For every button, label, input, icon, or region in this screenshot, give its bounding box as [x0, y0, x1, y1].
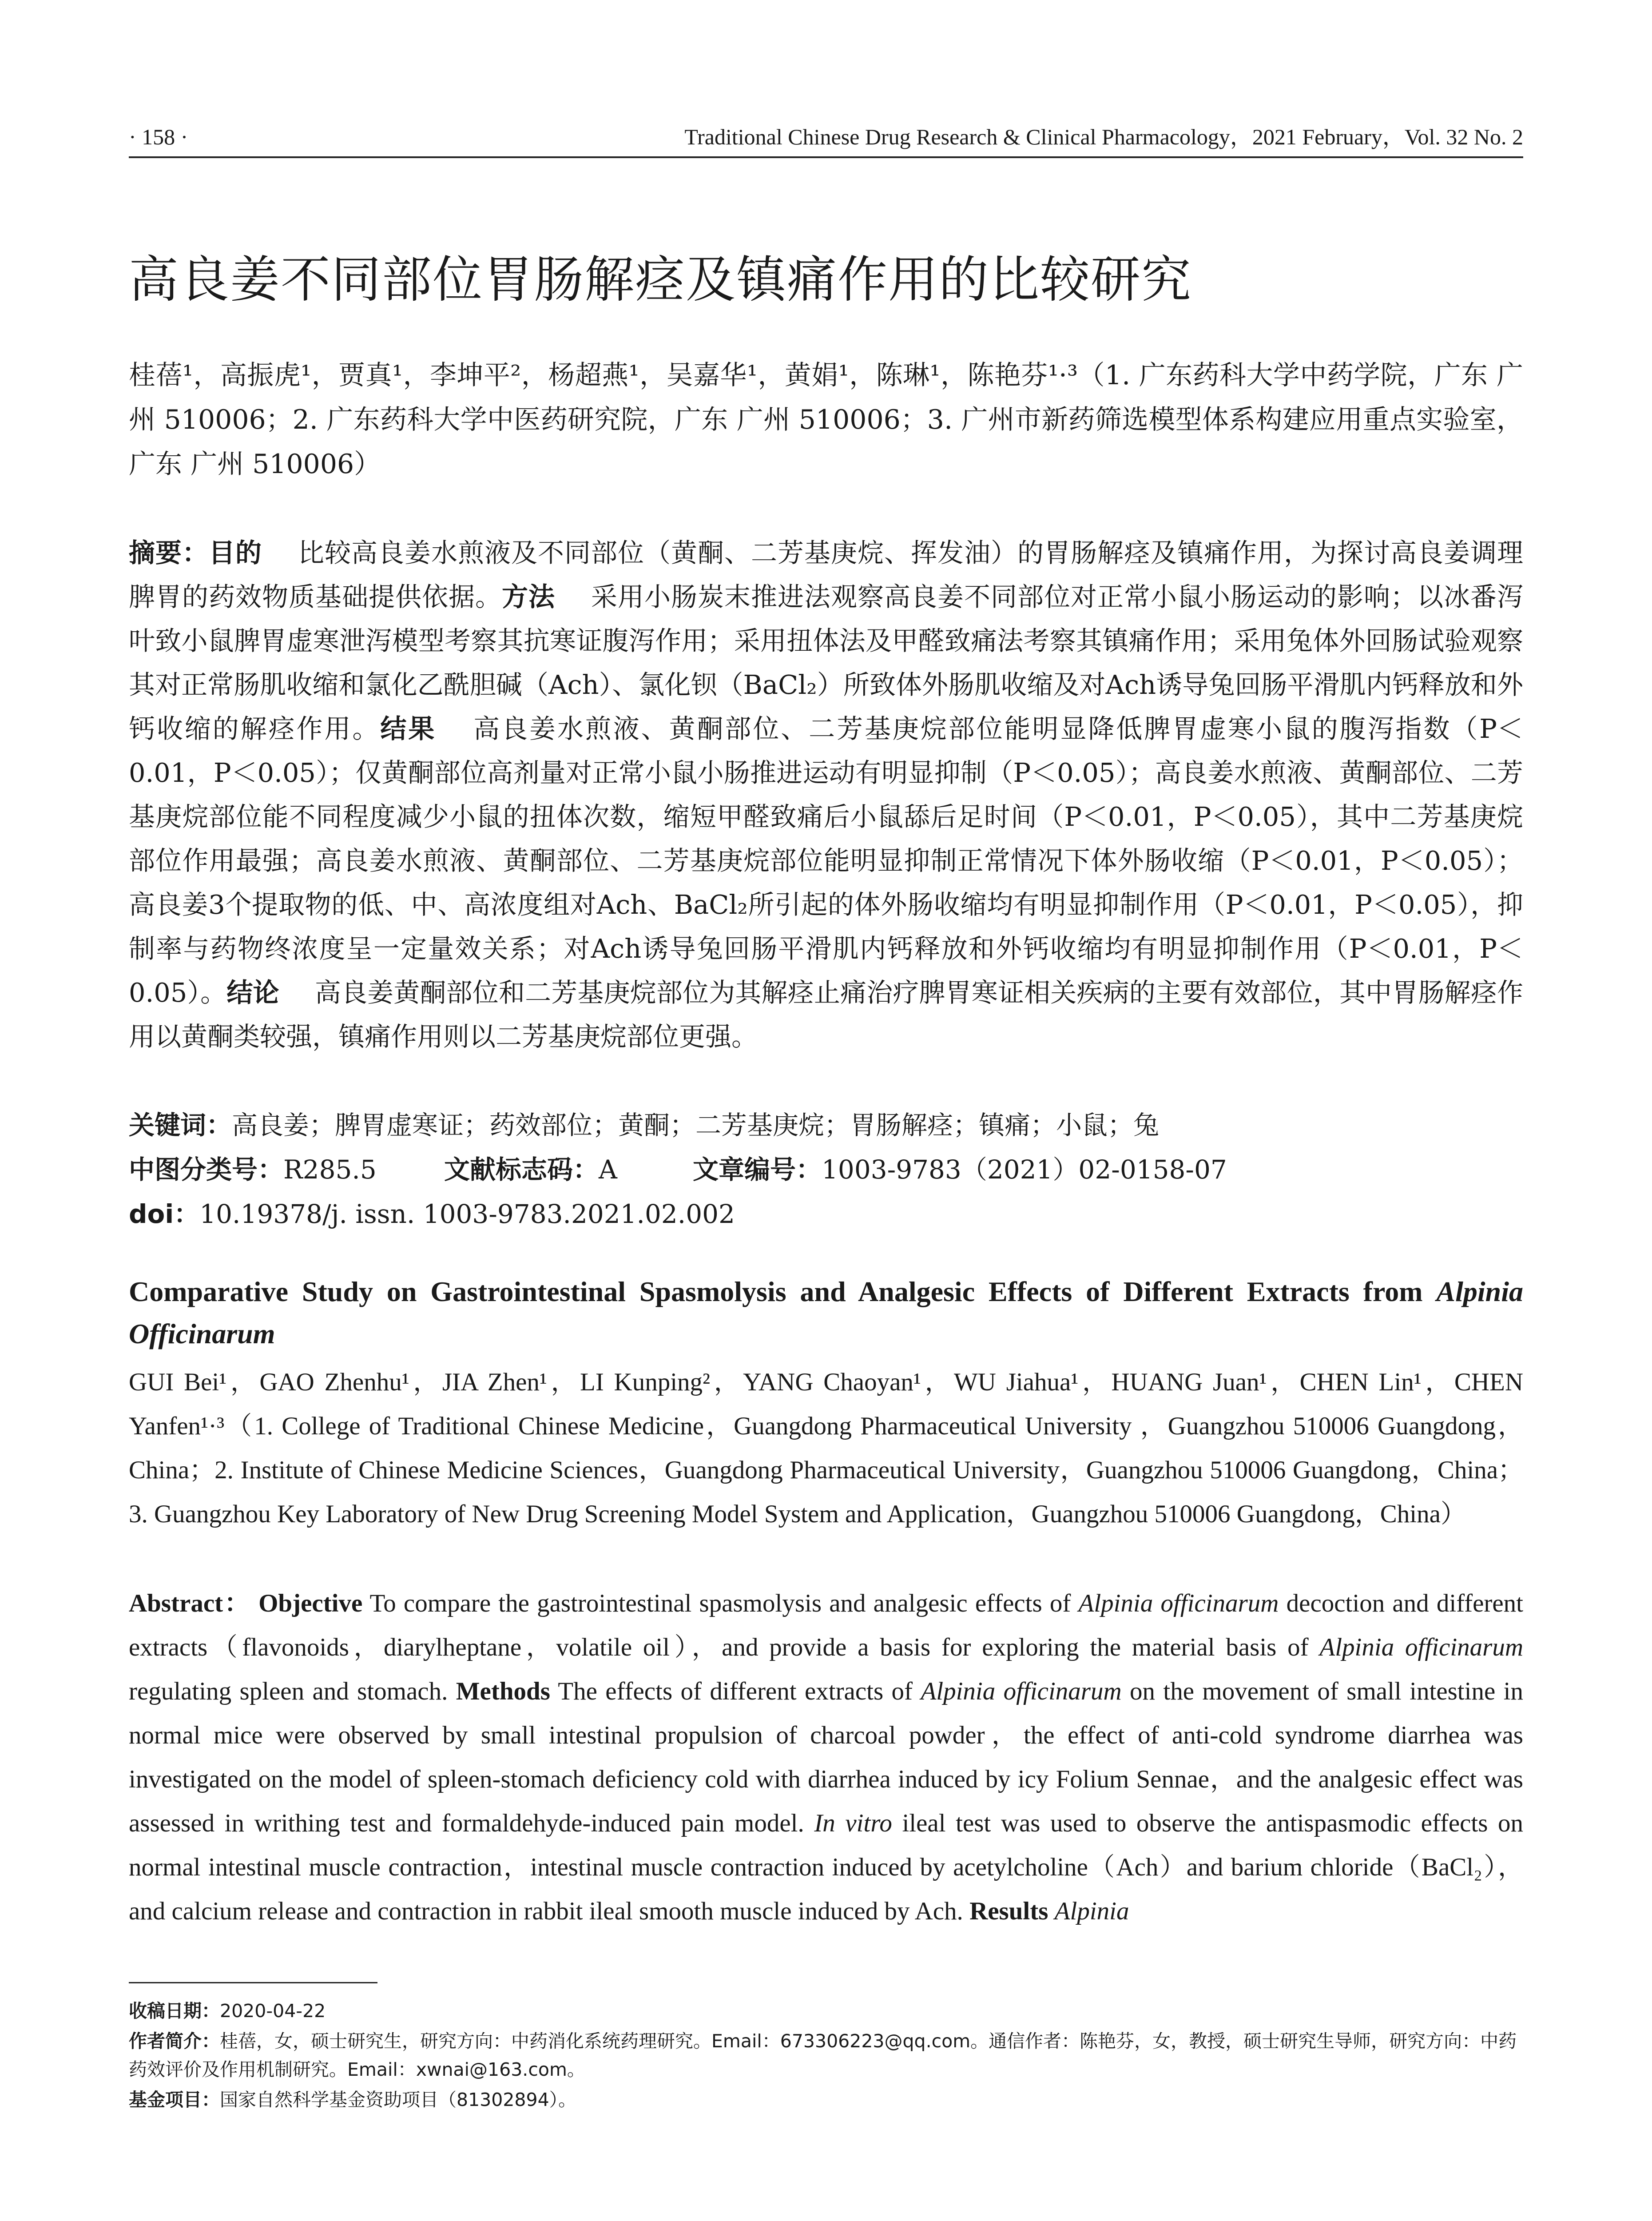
conclusion-text-cn: 高良姜黄酮部位和二芳基庚烷部位为其解痉止痛治疗脾胃寒证相关疾病的主要有效部位，其中胃肠解痉作用以黄酮类较强，镇痛作用则以二芳基庚烷部位更强。	[129, 977, 1523, 1052]
in-vitro-term: In vitro	[814, 1809, 892, 1837]
received-label: 收稿日期：	[129, 2000, 220, 2022]
chinese-abstract	[129, 531, 1523, 1059]
fund-info: 国家自然科学基金资助项目（81302894）。	[220, 2089, 577, 2110]
objective-text-en-2: decoction and different extracts（flavonoids，diarylheptane，volatile oil），and provide a basis for exploring the material basis of	[129, 1589, 1524, 1661]
author-bio: 桂蓓，女，硕士研究生，研究方向：中药消化系统药理研究。Email：673306223@qq.com。通信作者：陈艳芬，女，教授，硕士研究生导师，研究方向：中药药效评价及作用机制研究。Email：xwnai@163.com。	[129, 2030, 1517, 2080]
author-bio-label: 作者简介：	[129, 2030, 220, 2052]
english-authors-affiliations: GUI Bei¹，GAO Zhenhu¹，JIA Zhen¹，LI Kunping²，YANG Chaoyan¹，WU Jiahua¹，HUANG Juan¹，CHEN Lin¹，CHEN Yanfen¹·³（1. College of Traditional Chinese Medicine，Guangdong Pharmaceutical University ，Guangzhou 510006 Guangdong，China；2. Institute of Chinese Medicine Sciences，Guangdong Pharmaceutical University，Guangzhou 510006 Guangdong，China；3. Guangzhou Key Laboratory of New Drug Screening Model System and Application，Guangzhou 510006 Guangdong，China）	[129, 1368, 1523, 1528]
classification-line	[129, 1150, 1523, 1190]
objective-text-en-3: regulating spleen and stomach.	[129, 1677, 448, 1705]
english-title-italic: Alpinia Officinarum	[129, 1276, 1524, 1349]
doc-code-label: 文献标志码：	[444, 1154, 599, 1185]
results-label-en: Results	[969, 1897, 1048, 1925]
results-text-cn: 高良姜水煎液、黄酮部位、二芳基庚烷部位能明显降低脾胃虚寒小鼠的腹泻指数（P＜0.01，P＜0.05）；仅黄酮部位高剂量对正常小鼠小肠推进运动有明显抑制（P＜0.05）；高良姜水煎液、黄酮部位、二芳基庚烷部位能不同程度减少小鼠的扭体次数，缩短甲醛致痛后小鼠舔后足时间（P＜0.01，P＜0.05），其中二芳基庚烷部位作用最强；高良姜水煎液、黄酮部位、二芳基庚烷部位能明显抑制正常情况下体外肠收缩（P＜0.01，P＜0.05）；高良姜3个提取物的低、中、高浓度组对Ach、BaCl₂所引起的体外肠收缩均有明显抑制作用（P＜0.01，P＜0.05），抑制率与药物终浓度呈一定量效关系；对Ach诱导兔回肠平滑肌内钙释放和外钙收缩均有明显抑制作用（P＜0.01，P＜0.05）。	[129, 713, 1523, 1008]
doi: 10.19378/j. issn. 1003-9783.2021.02.002	[199, 1199, 735, 1229]
keywords-line	[129, 1105, 1523, 1145]
methods-text-en-2: on the movement of small intestine in normal mice were observed by small intestinal propulsion of charcoal powder，the effect of anti-cold syndrome diarrhea was investigated on the model of spleen-stomach deficiency cold with diarrhea induced by icy Folium Sennae，and the analgesic effect was assessed in writhing test and formaldehyde-induced pain model.	[129, 1677, 1523, 1837]
article-number-label: 文章编号：	[693, 1154, 822, 1185]
page-number: · 158 ·	[129, 124, 188, 149]
abstract-label-en: Abstract：	[129, 1589, 251, 1617]
objective-text-en-1: To compare the gastrointestinal spasmolysis and analgesic effects of	[369, 1589, 1071, 1617]
results-text-en-start: Alpinia	[1054, 1897, 1129, 1925]
clc-label: 中图分类号：	[129, 1154, 284, 1185]
objective-text-cn: 比较高良姜水煎液及不同部位（黄酮、二芳基庚烷、挥发油）的胃肠解痉及镇痛作用，为探讨高良姜调理脾胃的药效物质基础提供依据。	[129, 537, 1523, 612]
species-name: Alpinia officinarum	[921, 1677, 1122, 1705]
methods-text-en-3: ileal test was used to observe the antispasmodic effects on normal intestinal muscle contraction，intestinal muscle contraction induced by acetylcholine（Ach）and barium chloride（BaCl₂），and calcium release and contraction in rabbit ileal smooth muscle induced by Ach.	[129, 1809, 1523, 1925]
keywords-label: 关键词：	[129, 1110, 232, 1140]
chinese-title: 高良姜不同部位胃肠解痉及镇痛作用的比较研究	[129, 251, 1192, 309]
doi-label: doi：	[129, 1199, 200, 1229]
clc-number: R285.5	[283, 1154, 377, 1185]
methods-text-cn: 采用小肠炭末推进法观察高良姜不同部位对正常小鼠小肠运动的影响；以冰番泻叶致小鼠脾胃虚寒泄泻模型考察其抗寒证腹泻作用；采用扭体法及甲醛致痛法考察其镇痛作用；采用兔体外回肠试验观察其对正常肠肌收缩和氯化乙酰胆碱（Ach）、氯化钡（BaCl₂）所致体外肠肌收缩及对Ach诱导兔回肠平滑肌内钙释放和外钙收缩的解痉作用。	[129, 581, 1523, 744]
objective-label-en: Objective	[258, 1589, 363, 1617]
doi-line	[129, 1194, 1523, 1234]
methods-text-en-1: The effects of different extracts of	[558, 1677, 913, 1705]
species-name: Alpinia officinarum	[1319, 1633, 1523, 1661]
footnotes	[129, 1997, 1523, 2116]
running-head	[129, 119, 1523, 155]
conclusion-label-cn: 结论	[226, 977, 279, 1008]
methods-label-cn: 方法	[502, 581, 555, 612]
keywords: 高良姜；脾胃虚寒证；药效部位；黄酮；二芳基庚烷；胃肠解痉；镇痛；小鼠；兔	[232, 1110, 1160, 1140]
english-abstract	[129, 1581, 1523, 1933]
results-label-cn: 结果	[380, 713, 437, 744]
english-title	[129, 1270, 1523, 1355]
species-name: Alpinia officinarum	[1078, 1589, 1279, 1617]
journal-page	[129, 0, 1523, 2221]
journal-citation: Traditional Chinese Drug Research & Clinical Pharmacology，2021 February，Vol. 32 No. 2	[684, 124, 1523, 149]
received-date: 2020-04-22	[220, 2000, 326, 2022]
footnote-rule	[129, 1982, 377, 1983]
chinese-authors-affiliations: 桂蓓¹，高振虎¹，贾真¹，李坤平²，杨超燕¹，吴嘉华¹，黄娟¹，陈琳¹，陈艳芬¹·³（1. 广东药科大学中药学院，广东 广州 510006；2. 广东药科大学中医药研究院，广东 广州 510006；3. 广州市新药筛选模型体系构建应用重点实验室，广东 广州 510006）	[129, 360, 1523, 480]
header-rule	[129, 156, 1523, 158]
doc-code: A	[599, 1154, 617, 1185]
english-title-plain: Comparative Study on Gastrointestinal Spasmolysis and Analgesic Effects of Different Extracts from	[129, 1276, 1423, 1307]
abstract-label-cn: 摘要：	[129, 537, 209, 568]
objective-label-cn: 目的	[209, 537, 262, 568]
methods-label-en: Methods	[456, 1677, 550, 1705]
article-number: 1003-9783（2021）02-0158-07	[822, 1154, 1227, 1185]
fund-label: 基金项目：	[129, 2089, 220, 2110]
